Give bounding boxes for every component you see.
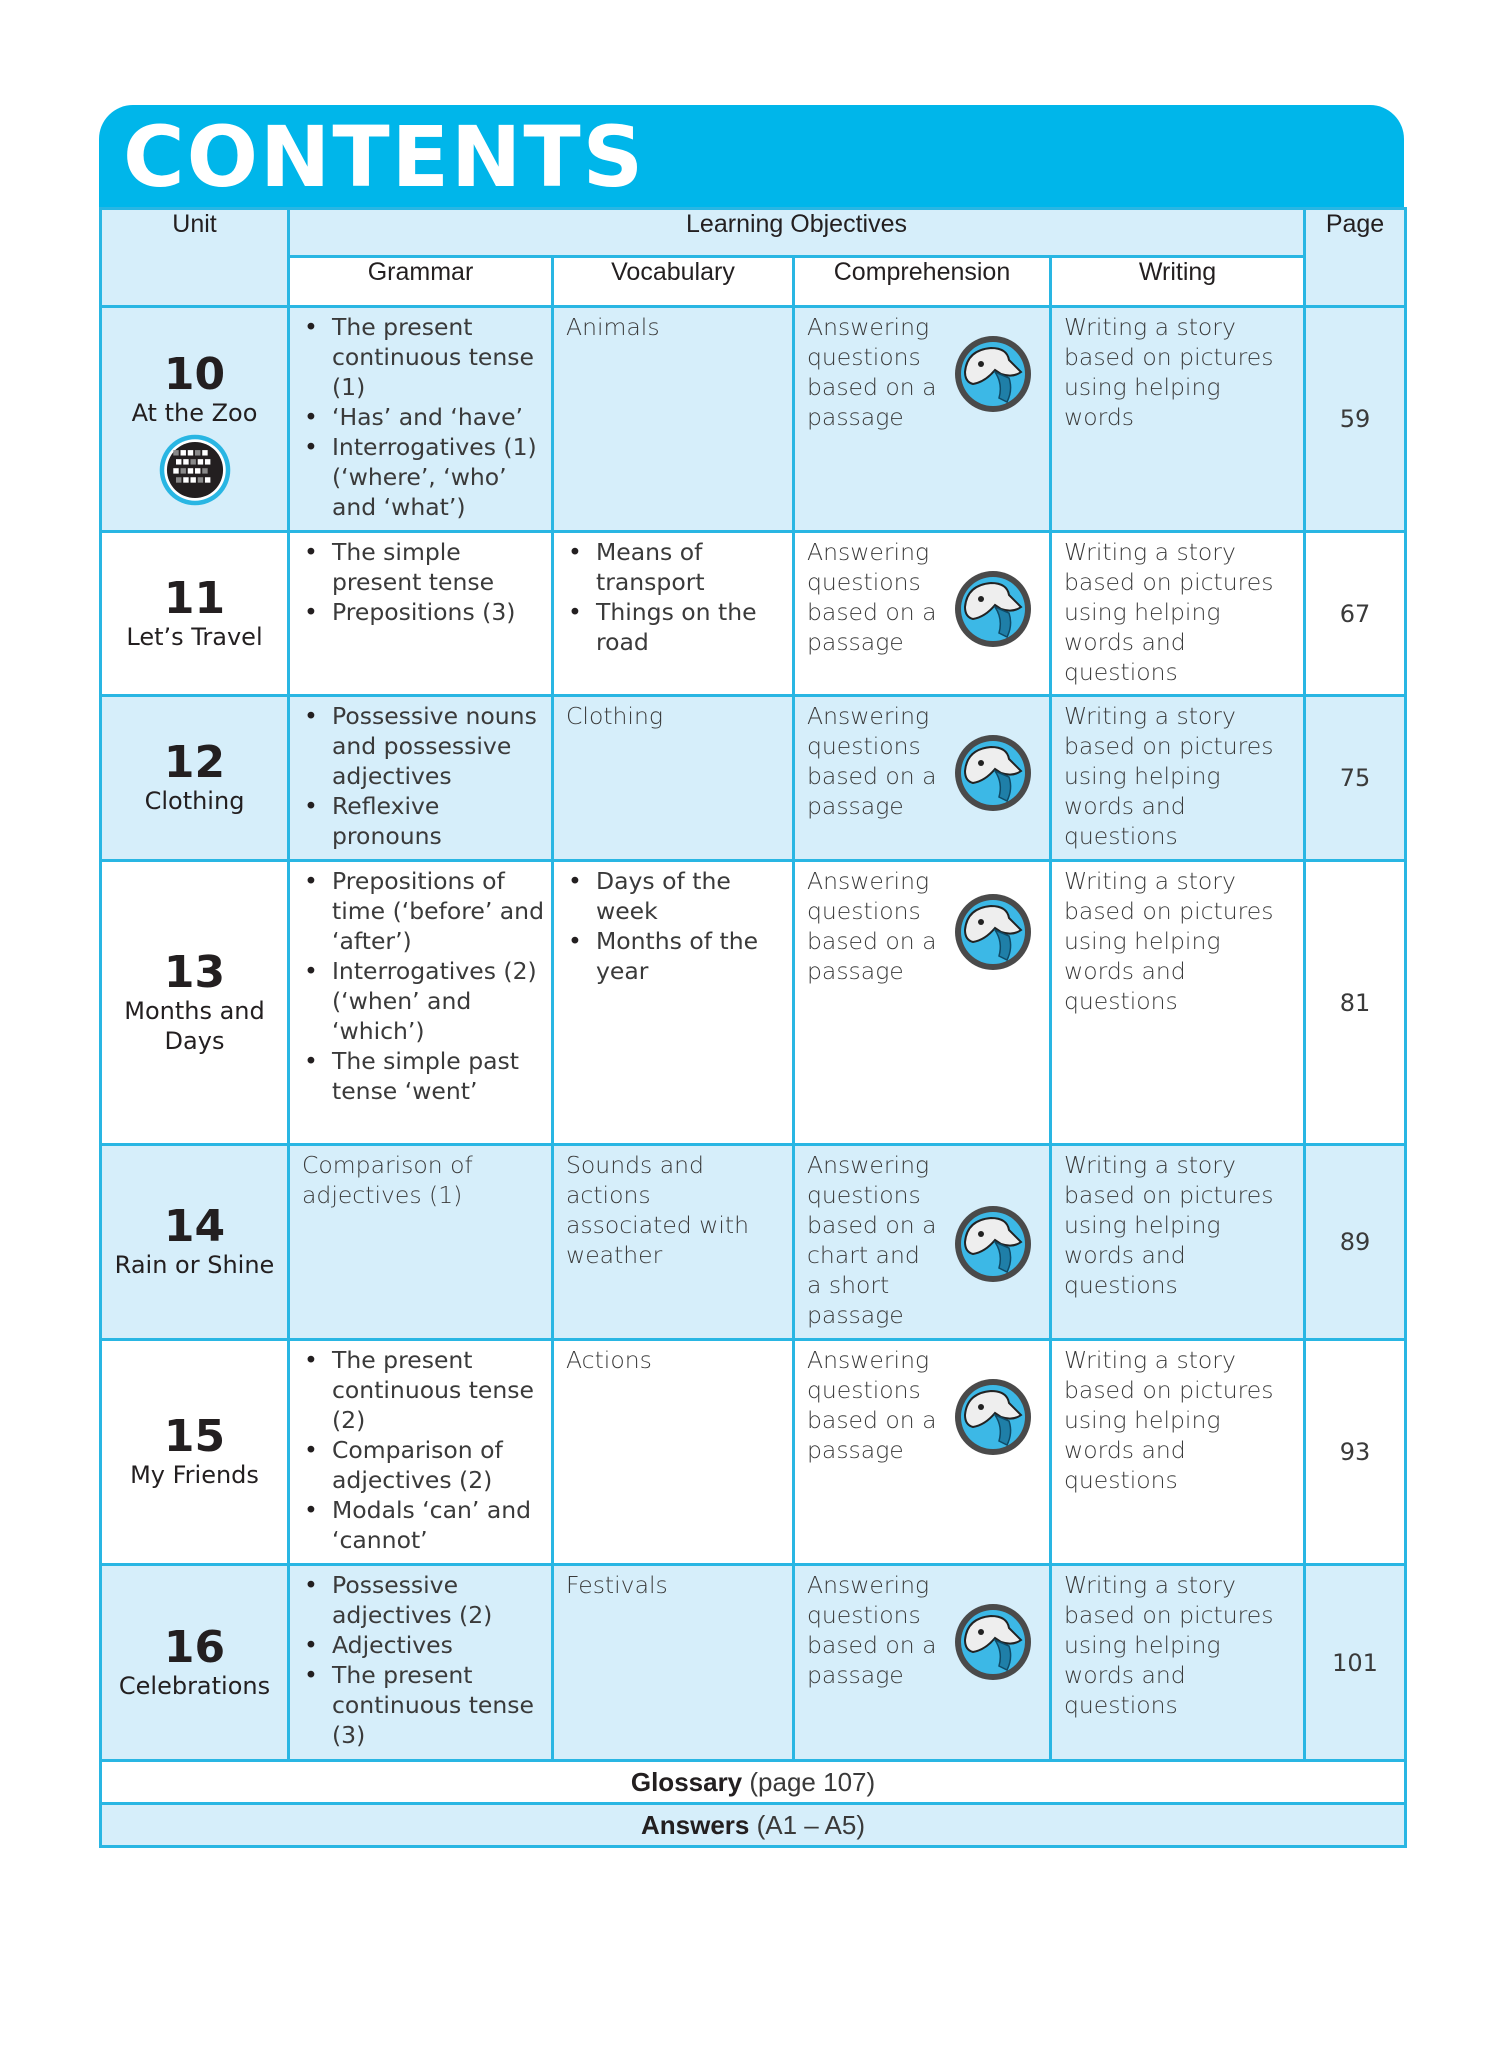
vocabulary-cell (553, 532, 794, 696)
header-vocabulary: Vocabulary (553, 257, 794, 307)
unit-row (101, 1145, 1406, 1340)
grammar-text: Comparison of adjectives (1) (302, 1151, 473, 1209)
list-item: • The simple present tense (304, 537, 545, 597)
comprehension-cell (794, 861, 1051, 1145)
comprehension-text: Answering questions based on a passage (807, 538, 937, 656)
page-number[interactable]: 75 (1305, 696, 1406, 861)
answers-label: Answers (641, 1809, 750, 1840)
unit-cell (101, 307, 289, 532)
answers-row (101, 1804, 1406, 1847)
unit-name: Celebrations (118, 1671, 271, 1700)
writing-cell (1051, 861, 1305, 1145)
bullet-list (290, 1341, 551, 1555)
list-item: • ‘Has’ and ‘have’ (304, 402, 545, 432)
vocabulary-cell (553, 696, 794, 861)
header-writing: Writing (1051, 257, 1305, 307)
page-number[interactable]: 89 (1305, 1145, 1406, 1340)
page-number[interactable]: 67 (1305, 532, 1406, 696)
bird-reading-icon (951, 567, 1035, 651)
comprehension-cell (794, 532, 1051, 696)
unit-number: 12 (163, 737, 226, 788)
vocabulary-cell (553, 861, 794, 1145)
contents-table (99, 207, 1407, 1848)
unit-name: At the Zoo (131, 398, 258, 427)
contents-banner (99, 105, 1404, 207)
grammar-cell (289, 861, 553, 1145)
unit-cell (101, 1565, 289, 1761)
vocabulary-text: Clothing (566, 702, 663, 730)
list-item: • Comparison of adjectives (2) (304, 1435, 545, 1495)
bullet-list (554, 862, 792, 986)
grammar-cell (289, 1565, 553, 1761)
page-title: CONTENTS (123, 108, 646, 206)
list-item: • Means of transport (568, 537, 786, 597)
writing-cell (1051, 1340, 1305, 1565)
list-item: • Possessive nouns and possessive adjectives (304, 701, 545, 791)
comprehension-cell (794, 1565, 1051, 1761)
unit-row (101, 1565, 1406, 1761)
writing-cell (1051, 1145, 1305, 1340)
header-page: Page (1305, 209, 1406, 307)
bird-reading-icon (951, 1375, 1035, 1459)
unit-cell (101, 1145, 289, 1340)
page-number[interactable]: 93 (1305, 1340, 1406, 1565)
list-item: • The simple past tense ‘went’ (304, 1046, 545, 1106)
unit-number: 14 (163, 1201, 226, 1252)
list-item: • Reflexive pronouns (304, 791, 545, 851)
crossword-badge-icon (102, 432, 287, 513)
bird-reading-icon (951, 1202, 1035, 1286)
comprehension-text: Answering questions based on a passage (807, 702, 937, 820)
writing-text: Writing a story based on pictures using helping words and questions (1064, 538, 1274, 686)
unit-cell (101, 861, 289, 1145)
writing-text: Writing a story based on pictures using helping words and questions (1064, 1151, 1274, 1299)
writing-cell (1051, 696, 1305, 861)
bullet-list (290, 533, 551, 627)
comprehension-cell (794, 1340, 1051, 1565)
list-item: • Adjectives (304, 1630, 545, 1660)
bullet-list (290, 308, 551, 522)
list-item: • Modals ‘can’ and ‘cannot’ (304, 1495, 545, 1555)
comprehension-cell (794, 307, 1051, 532)
unit-cell (101, 696, 289, 861)
glossary-row (101, 1761, 1406, 1804)
glossary-label: Glossary (630, 1766, 743, 1797)
writing-cell (1051, 532, 1305, 696)
list-item: • The present continuous tense (1) (304, 312, 545, 402)
list-item: • Possessive adjectives (2) (304, 1570, 545, 1630)
list-item: • Things on the road (568, 597, 786, 657)
grammar-cell (289, 1145, 553, 1340)
vocabulary-text: Sounds and actions associated with weather (566, 1151, 750, 1269)
comprehension-text: Answering questions based on a passage (807, 313, 937, 431)
writing-text: Writing a story based on pictures using helping words and questions (1064, 1571, 1274, 1719)
vocabulary-cell (553, 1565, 794, 1761)
unit-row (101, 861, 1406, 1145)
bullet-list (554, 533, 792, 657)
unit-number: 15 (163, 1411, 226, 1462)
header-grammar: Grammar (289, 257, 553, 307)
list-item: • Prepositions (3) (304, 597, 545, 627)
unit-number: 13 (163, 946, 226, 998)
writing-cell (1051, 307, 1305, 532)
writing-text: Writing a story based on pictures using helping words and questions (1064, 867, 1274, 1015)
grammar-cell (289, 1340, 553, 1565)
unit-row (101, 696, 1406, 861)
list-item: • The present continuous tense (3) (304, 1660, 545, 1750)
unit-row (101, 1340, 1406, 1565)
unit-row (101, 532, 1406, 696)
grammar-cell (289, 532, 553, 696)
bird-reading-icon (951, 1600, 1035, 1684)
unit-name: Clothing (144, 787, 245, 815)
unit-number: 10 (163, 348, 226, 400)
unit-name: Rain or Shine (114, 1251, 275, 1279)
comprehension-text: Answering questions based on a passage (807, 867, 937, 985)
bird-reading-icon (951, 731, 1035, 815)
header-learning-objectives: Learning Objectives (289, 209, 1305, 257)
grammar-cell (289, 696, 553, 861)
comprehension-cell (794, 696, 1051, 861)
list-item: • Interrogatives (1) (‘where’, ‘who’ and ‘what’) (304, 432, 545, 522)
writing-text: Writing a story based on pictures using helping words and questions (1064, 1346, 1274, 1494)
page-number[interactable]: 59 (1305, 307, 1406, 532)
unit-name: My Friends (130, 1461, 259, 1489)
comprehension-text: Answering questions based on a passage (807, 1346, 937, 1464)
page-number[interactable]: 81 (1305, 861, 1406, 1145)
unit-name: Let’s Travel (126, 622, 263, 651)
vocabulary-text: Festivals (566, 1571, 668, 1599)
bird-reading-icon (951, 332, 1035, 416)
unit-cell (101, 532, 289, 696)
header-unit: Unit (101, 209, 289, 307)
contents-sheet (99, 105, 1404, 1848)
vocabulary-text: Animals (566, 313, 660, 341)
writing-text: Writing a story based on pictures using helping words and questions (1064, 702, 1274, 850)
bird-reading-icon (951, 890, 1035, 974)
unit-row (101, 307, 1406, 532)
grammar-cell (289, 307, 553, 532)
unit-number: 11 (163, 572, 226, 624)
vocabulary-cell (553, 1340, 794, 1565)
list-item: • The present continuous tense (2) (304, 1345, 545, 1435)
vocabulary-cell (553, 307, 794, 532)
unit-name: Months and Days (124, 996, 265, 1055)
list-item: • Interrogatives (2) (‘when’ and ‘which’) (304, 956, 545, 1046)
list-item: • Months of the year (568, 926, 786, 986)
list-item: • Days of the week (568, 866, 786, 926)
bullet-list (290, 862, 551, 1106)
unit-number: 16 (163, 1621, 226, 1673)
unit-cell (101, 1340, 289, 1565)
writing-text: Writing a story based on pictures using helping words (1064, 313, 1274, 431)
bullet-list (290, 697, 551, 851)
comprehension-text: Answering questions based on a chart and a short passage (807, 1151, 937, 1329)
header-comprehension: Comprehension (794, 257, 1051, 307)
writing-cell (1051, 1565, 1305, 1761)
vocabulary-text: Actions (566, 1346, 652, 1374)
answers-detail: (A1 – A5) (756, 1809, 866, 1840)
bullet-list (290, 1566, 551, 1750)
vocabulary-cell (553, 1145, 794, 1340)
page-number[interactable]: 101 (1305, 1565, 1406, 1761)
glossary-detail: (page 107) (749, 1766, 876, 1797)
list-item: • Prepositions of time (‘before’ and ‘after’) (304, 866, 545, 956)
comprehension-cell (794, 1145, 1051, 1340)
comprehension-text: Answering questions based on a passage (807, 1571, 937, 1689)
